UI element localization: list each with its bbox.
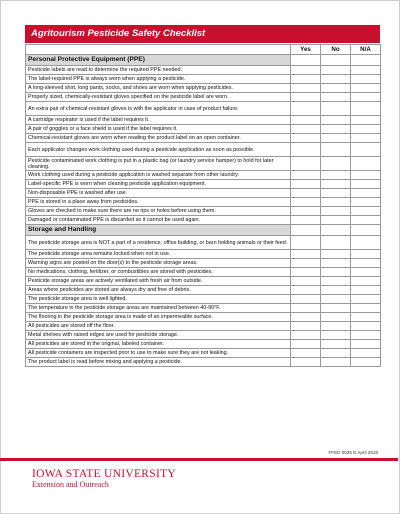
yes-check-cell[interactable] [291, 313, 321, 322]
section-heading: Storage and Handling [26, 225, 291, 236]
header-na: N/A [351, 45, 381, 55]
no-check-cell[interactable] [321, 134, 351, 143]
yes-check-cell[interactable] [291, 157, 321, 171]
yes-check-cell[interactable] [291, 295, 321, 304]
checklist-item-text: All pesticide containers are inspected prior to use to make sure they are not leaking. [26, 349, 291, 358]
section-blank-cell [291, 225, 321, 236]
na-check-cell[interactable] [351, 75, 381, 84]
table-row [26, 189, 381, 198]
no-check-cell[interactable] [321, 259, 351, 268]
no-check-cell[interactable] [321, 189, 351, 198]
checklist-item-text: A pair of goggles or a face shield is used if the label requires it. [26, 125, 291, 134]
checklist-title: Agritourism Pesticide Safety Checklist [25, 25, 380, 43]
checklist-item-text: Properly sized, chemically-resistant gloves specified on the pesticide label are worn. [26, 93, 291, 102]
checklist-item-text: Warning signs are posted on the door(s) to the pesticide storage areas. [26, 259, 291, 268]
no-check-cell[interactable] [321, 358, 351, 367]
na-check-cell[interactable] [351, 313, 381, 322]
no-check-cell[interactable] [321, 216, 351, 225]
no-check-cell[interactable] [321, 143, 351, 157]
no-check-cell[interactable] [321, 277, 351, 286]
yes-check-cell[interactable] [291, 340, 321, 349]
no-check-cell[interactable] [321, 171, 351, 180]
na-check-cell[interactable] [351, 322, 381, 331]
table-row [26, 268, 381, 277]
yes-check-cell[interactable] [291, 75, 321, 84]
checklist-item-text: Metal shelves with raised edges are used for pesticide storage. [26, 331, 291, 340]
extension-name: Extension and Outreach [32, 480, 109, 489]
yes-check-cell[interactable] [291, 207, 321, 216]
checklist-item-text: No medications, clothing, fertilizer, or combustibles are stored with pesticides. [26, 268, 291, 277]
checklist-item-text: The pesticide storage area is NOT a part of a residence, office building, or barn holding animals or their feed. [26, 236, 291, 250]
checklist-item-text: An extra pair of chemical-resistant gloves is with the applicator in case of product failure. [26, 102, 291, 116]
na-check-cell[interactable] [351, 171, 381, 180]
no-check-cell[interactable] [321, 157, 351, 171]
footer-band [0, 458, 398, 461]
university-name: IOWA STATE UNIVERSITY [32, 468, 177, 480]
na-check-cell[interactable] [351, 84, 381, 93]
table-row [26, 143, 381, 157]
no-check-cell[interactable] [321, 84, 351, 93]
table-row [26, 66, 381, 75]
table-row [26, 157, 381, 171]
na-check-cell[interactable] [351, 358, 381, 367]
header-row [26, 45, 381, 55]
no-check-cell[interactable] [321, 102, 351, 116]
no-check-cell[interactable] [321, 349, 351, 358]
section-blank-cell [351, 55, 381, 66]
na-check-cell[interactable] [351, 189, 381, 198]
yes-check-cell[interactable] [291, 250, 321, 259]
yes-check-cell[interactable] [291, 358, 321, 367]
checklist-item-text: Each applicator changes work clothing used during a pesticide application as soon as possible. [26, 143, 291, 157]
no-check-cell[interactable] [321, 236, 351, 250]
checklist-item-text: The pesticide storage area is well lighted. [26, 295, 291, 304]
na-check-cell[interactable] [351, 134, 381, 143]
yes-check-cell[interactable] [291, 102, 321, 116]
table-row [26, 171, 381, 180]
checklist-item-text: PPE is stored in a place away from pesticides. [26, 198, 291, 207]
no-check-cell[interactable] [321, 250, 351, 259]
publication-code: FFED 0025 E April 2019 [328, 450, 378, 455]
yes-check-cell[interactable] [291, 331, 321, 340]
table-row [26, 313, 381, 322]
na-check-cell[interactable] [351, 143, 381, 157]
no-check-cell[interactable] [321, 322, 351, 331]
checklist-item-text: Pesticide labels are read to determine the required PPE needed. [26, 66, 291, 75]
no-check-cell[interactable] [321, 207, 351, 216]
yes-check-cell[interactable] [291, 134, 321, 143]
table-row [26, 75, 381, 84]
checklist-item-text: Non-disposable PPE is washed after use. [26, 189, 291, 198]
yes-check-cell[interactable] [291, 259, 321, 268]
yes-check-cell[interactable] [291, 277, 321, 286]
section-row [26, 55, 381, 66]
header-no: No [321, 45, 351, 55]
checklist-item-text: The flooring in the pesticide storage area is made of an impermeable surface. [26, 313, 291, 322]
yes-check-cell[interactable] [291, 171, 321, 180]
checklist-table [25, 44, 381, 367]
checklist-item-text: A long-sleeved shirt, long pants, socks, and shoes are worn when applying pesticides. [26, 84, 291, 93]
header-yes: Yes [291, 45, 321, 55]
checklist-item-text: A cartridge respirator is used if the label requires it. [26, 116, 291, 125]
yes-check-cell[interactable] [291, 198, 321, 207]
table-row [26, 216, 381, 225]
no-check-cell[interactable] [321, 304, 351, 313]
checklist-item-text: Work clothing used during a pesticide application is washed separate from other laundry. [26, 171, 291, 180]
table-row [26, 102, 381, 116]
na-check-cell[interactable] [351, 331, 381, 340]
table-row [26, 295, 381, 304]
na-check-cell[interactable] [351, 198, 381, 207]
section-blank-cell [321, 55, 351, 66]
section-blank-cell [291, 55, 321, 66]
na-check-cell[interactable] [351, 102, 381, 116]
na-check-cell[interactable] [351, 250, 381, 259]
checklist-item-text: The label-required PPE is always worn when applying a pesticide. [26, 75, 291, 84]
university-logo [32, 468, 176, 490]
table-row [26, 349, 381, 358]
na-check-cell[interactable] [351, 125, 381, 134]
na-check-cell[interactable] [351, 340, 381, 349]
yes-check-cell[interactable] [291, 180, 321, 189]
na-check-cell[interactable] [351, 236, 381, 250]
no-check-cell[interactable] [321, 340, 351, 349]
section-blank-cell [321, 225, 351, 236]
table-row [26, 134, 381, 143]
table-row [26, 180, 381, 189]
yes-check-cell[interactable] [291, 143, 321, 157]
checklist-item-text: Chemical-resistant gloves are worn when reading the product label on an open container. [26, 134, 291, 143]
table-row [26, 236, 381, 250]
no-check-cell[interactable] [321, 180, 351, 189]
yes-check-cell[interactable] [291, 189, 321, 198]
na-check-cell[interactable] [351, 207, 381, 216]
no-check-cell[interactable] [321, 313, 351, 322]
no-check-cell[interactable] [321, 66, 351, 75]
no-check-cell[interactable] [321, 116, 351, 125]
na-check-cell[interactable] [351, 216, 381, 225]
yes-check-cell[interactable] [291, 116, 321, 125]
header-item [26, 45, 291, 55]
no-check-cell[interactable] [321, 331, 351, 340]
na-check-cell[interactable] [351, 268, 381, 277]
section-blank-cell [351, 225, 381, 236]
no-check-cell[interactable] [321, 125, 351, 134]
na-check-cell[interactable] [351, 349, 381, 358]
section-heading: Personal Protective Equipment (PPE) [26, 55, 291, 66]
table-row [26, 340, 381, 349]
yes-check-cell[interactable] [291, 286, 321, 295]
table-row [26, 286, 381, 295]
checklist-item-text: The temperature in the pesticide storage areas are maintained between 40-90°F. [26, 304, 291, 313]
checklist-body [26, 45, 381, 367]
no-check-cell[interactable] [321, 268, 351, 277]
yes-check-cell[interactable] [291, 66, 321, 75]
table-row [26, 259, 381, 268]
checklist-item-text: All pesticides are stored in the original, labeled container. [26, 340, 291, 349]
table-row [26, 93, 381, 102]
table-row [26, 250, 381, 259]
na-check-cell[interactable] [351, 304, 381, 313]
na-check-cell[interactable] [351, 277, 381, 286]
na-check-cell[interactable] [351, 157, 381, 171]
checklist-item-text: The pesticide storage area remains locked when not in use. [26, 250, 291, 259]
table-row [26, 304, 381, 313]
na-check-cell[interactable] [351, 93, 381, 102]
yes-check-cell[interactable] [291, 216, 321, 225]
checklist-item-text: Areas where pesticides are stored are always dry and free of debris. [26, 286, 291, 295]
checklist-item-text: Gloves are checked to make sure there are no rips or holes before using them. [26, 207, 291, 216]
checklist-item-text: Pesticide storage areas are actively ventilated with fresh air from outside. [26, 277, 291, 286]
table-row [26, 116, 381, 125]
yes-check-cell[interactable] [291, 93, 321, 102]
na-check-cell[interactable] [351, 180, 381, 189]
yes-check-cell[interactable] [291, 84, 321, 93]
yes-check-cell[interactable] [291, 236, 321, 250]
na-check-cell[interactable] [351, 295, 381, 304]
na-check-cell[interactable] [351, 116, 381, 125]
table-row [26, 277, 381, 286]
table-row [26, 125, 381, 134]
table-row [26, 84, 381, 93]
yes-check-cell[interactable] [291, 125, 321, 134]
section-row [26, 225, 381, 236]
no-check-cell[interactable] [321, 286, 351, 295]
yes-check-cell[interactable] [291, 349, 321, 358]
yes-check-cell[interactable] [291, 304, 321, 313]
checklist-item-text: Pesticide contaminated work clothing is put in a plastic bag (or laundry service hamper) to hold for later cleaning. [26, 157, 291, 171]
checklist-item-text: The product label is read before mixing and applying a pesticide. [26, 358, 291, 367]
table-row [26, 358, 381, 367]
na-check-cell[interactable] [351, 259, 381, 268]
no-check-cell[interactable] [321, 75, 351, 84]
na-check-cell[interactable] [351, 286, 381, 295]
na-check-cell[interactable] [351, 66, 381, 75]
yes-check-cell[interactable] [291, 268, 321, 277]
checklist-item-text: Damaged or contaminated PPE is discarded so it cannot be used again. [26, 216, 291, 225]
yes-check-cell[interactable] [291, 322, 321, 331]
no-check-cell[interactable] [321, 198, 351, 207]
table-row [26, 198, 381, 207]
checklist-item-text: All pesticides are stored off the floor. [26, 322, 291, 331]
no-check-cell[interactable] [321, 93, 351, 102]
no-check-cell[interactable] [321, 295, 351, 304]
table-row [26, 207, 381, 216]
table-row [26, 322, 381, 331]
table-row [26, 331, 381, 340]
checklist-item-text: Label-specific PPE is worn when cleaning pesticide application equipment. [26, 180, 291, 189]
